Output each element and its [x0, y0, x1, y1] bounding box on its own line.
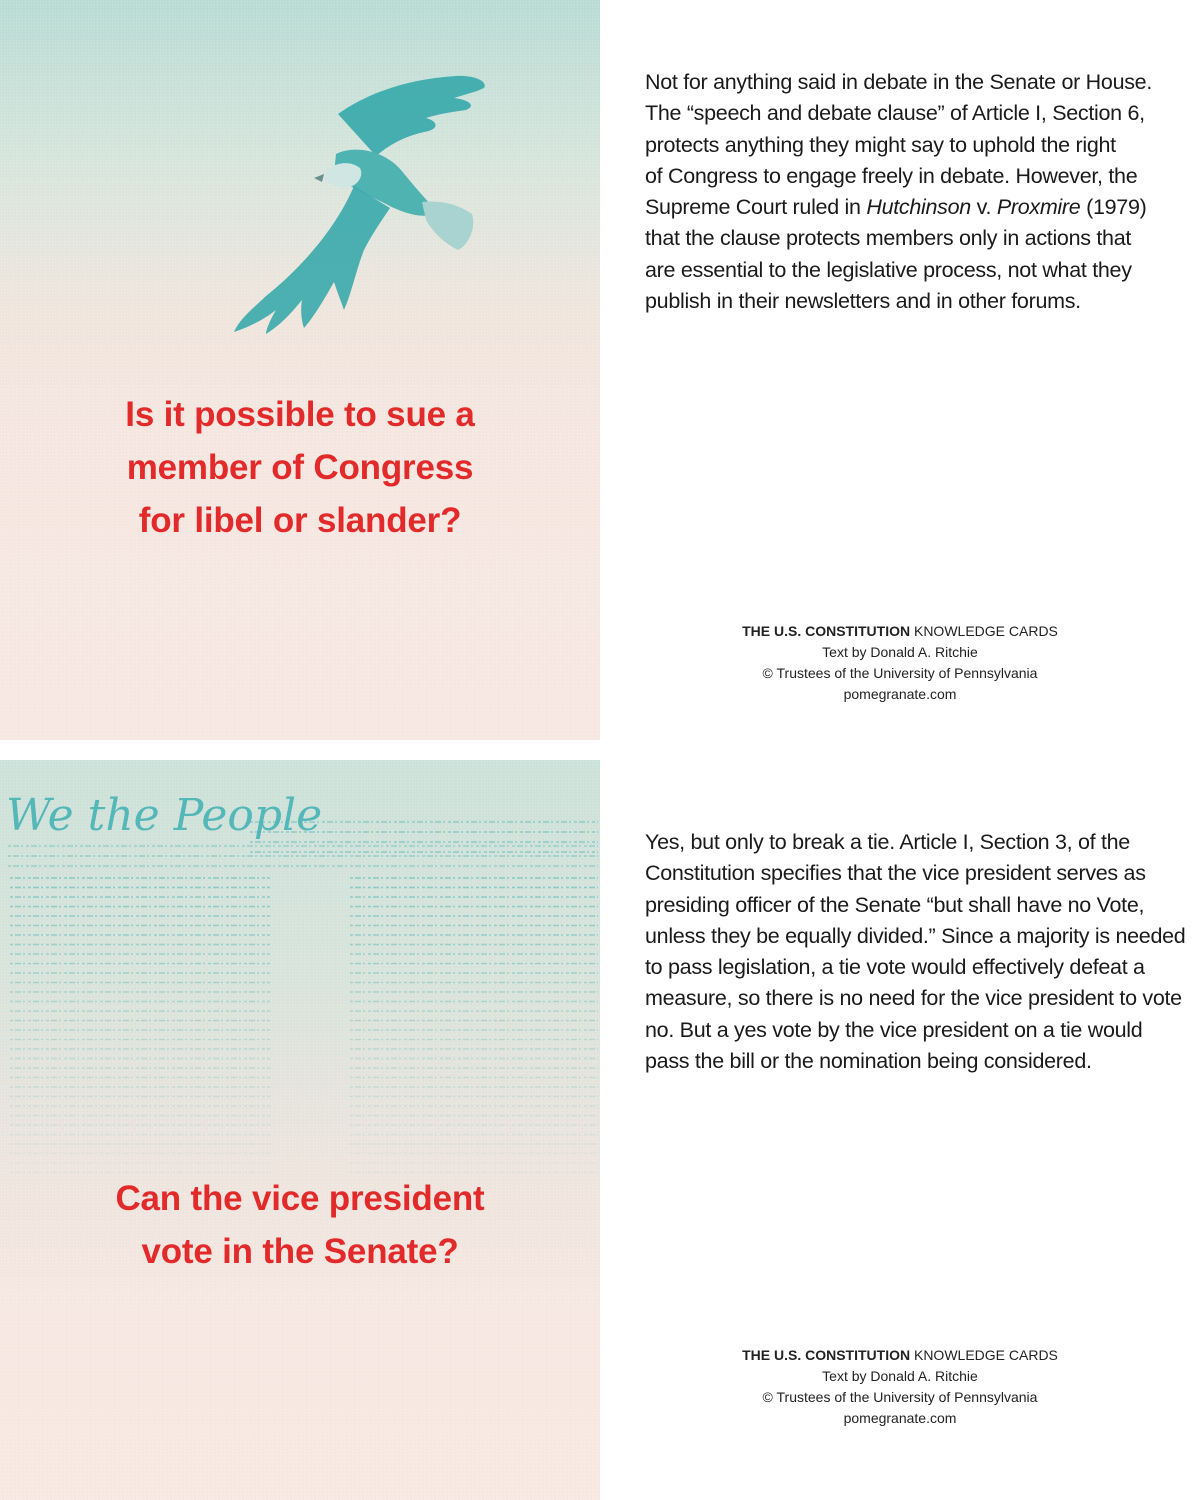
answer-line: Yes, but only to break a tie. Article I, Section 3, of the [645, 830, 1130, 854]
question-line: vote in the Senate? [141, 1232, 459, 1271]
question-line: for libel or slander? [138, 501, 462, 540]
answer-line: unless they be equally divided.” Since a majority is needed [645, 923, 1186, 948]
answer-line: publish in their newsletters and in other forums. [645, 289, 1081, 314]
answer-text [645, 67, 1158, 317]
answer-line: no. But a yes vote by the vice president on a tie would [645, 1017, 1143, 1042]
answer-fragment: (1979) [1080, 195, 1147, 220]
bald-eagle-image [226, 74, 496, 334]
question-line: member of Congress [126, 448, 474, 487]
question-line: Is it possible to sue a [125, 395, 475, 434]
answer-line [645, 192, 1158, 223]
answer-line: that the clause protects members only in actions that [645, 226, 1132, 251]
constitution-document-image [0, 760, 600, 1220]
answer-line: presiding officer of the Senate “but shall have no Vote, [645, 892, 1145, 917]
answer-line: Constitution specifies that the vice president serves as [645, 861, 1146, 886]
card-credits [600, 621, 1200, 705]
card-front-constitution [0, 760, 600, 1500]
answer-line: The “speech and debate clause” of Article I, Section 6, [645, 101, 1145, 126]
answer-line: to pass legislation, a tie vote would effectively defeat a [645, 955, 1145, 980]
answer-line: Not for anything said in debate in the Senate or House. [645, 70, 1153, 94]
series-title: THE U.S. CONSTITUTION KNOWLEDGE CARDS [742, 623, 1058, 639]
answer-line: protects anything they might say to uphold the right [645, 132, 1116, 157]
we-the-people-heading: We the People [6, 790, 323, 841]
copyright-notice: © Trustees of the University of Pennsylvania [762, 665, 1038, 681]
answer-fragment: v. [970, 195, 997, 220]
website-text: pomegranate.com [843, 686, 957, 702]
question-line: Can the vice president [115, 1179, 485, 1218]
answer-text [645, 827, 1186, 1077]
author-credit: Text by Donald A. Ritchie [822, 1368, 978, 1384]
author-credit: Text by Donald A. Ritchie [822, 644, 978, 660]
case-name-italic: Hutchinson [866, 195, 971, 220]
question-text [0, 1172, 600, 1278]
answer-line: measure, so there is no need for the vice president to vote [645, 986, 1182, 1011]
case-name-italic: Proxmire [996, 195, 1081, 220]
website-text: pomegranate.com [843, 1410, 957, 1426]
answer-line: pass the bill or the nomination being considered. [645, 1049, 1092, 1074]
card-credits [600, 1345, 1200, 1429]
answer-line: of Congress to engage freely in debate. However, the [645, 163, 1138, 188]
question-text [0, 388, 600, 547]
answer-fragment: Supreme Court ruled in [645, 195, 867, 220]
card-front-eagle [0, 0, 600, 740]
copyright-notice: © Trustees of the University of Pennsylvania [762, 1389, 1038, 1405]
series-title: THE U.S. CONSTITUTION KNOWLEDGE CARDS [742, 1347, 1058, 1363]
answer-line: are essential to the legislative process, not what they [645, 257, 1132, 282]
